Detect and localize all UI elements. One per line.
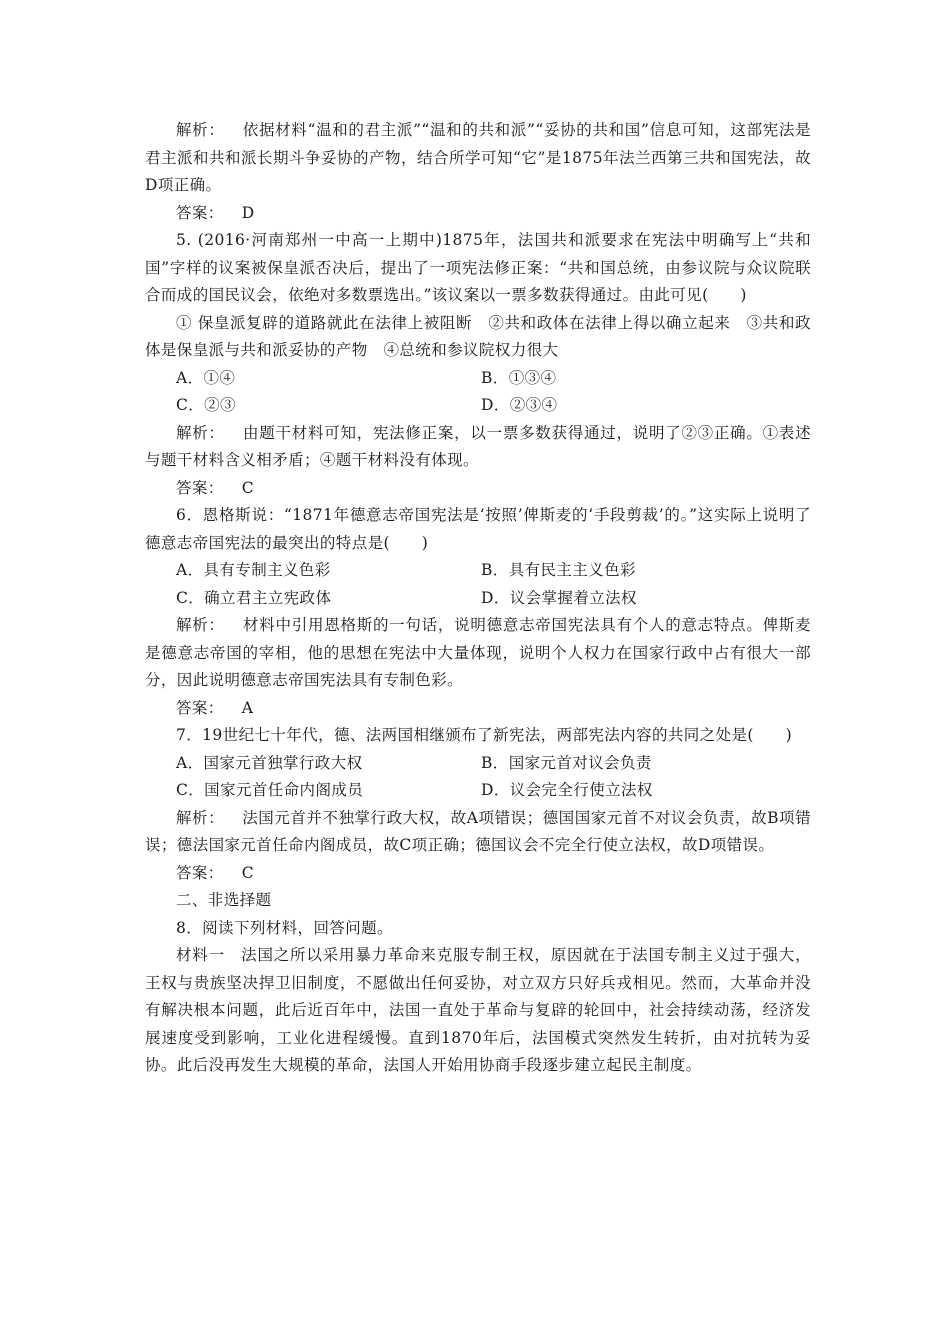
answer-paragraph (145, 695, 811, 723)
analysis-label: 解析： (176, 616, 225, 634)
option-d: D．②③④ (481, 396, 558, 414)
analysis-text: 依据材料“温和的君主派”“温和的共和派”“妥协的共和国”信息可知，这部宪法是君主派和共和派长期斗争妥协的产物，结合所学可知“它”是1875年法兰西第三共和国宪法，故D项正确。 (145, 121, 811, 194)
option-b: B．具有民主主义色彩 (481, 561, 636, 579)
question-7-options-row-2 (145, 777, 811, 805)
analysis-label: 解析： (176, 423, 225, 442)
analysis-text: 材料中引用恩格斯的一句话，说明德意志帝国宪法具有个人的意志特点。俾斯麦是德意志帝国的宰相，他的思想在宪法中大量体现，说明个人权力在国家行政中占有很大一部分，因此说明德意志帝国宪法具有专制色彩。 (145, 616, 811, 689)
section-heading: 二、非选择题 (176, 891, 272, 909)
option-b: B．①③④ (481, 368, 557, 387)
analysis-text: 法国元首并不独掌行政大权，故A项错误；德国国家元首不对议会负责，故B项错误；德法国家元首任命内阁成员，故C项正确；德国议会不完全行使立法权，故D项错误。 (145, 808, 811, 854)
analysis-paragraph (145, 612, 811, 695)
option-c: C．确立君主立宪政体 (176, 588, 332, 607)
question-5-options-row-1 (145, 365, 811, 393)
analysis-paragraph (145, 420, 811, 475)
option-d: D．议会完全行使立法权 (481, 781, 653, 799)
option-c: C．国家元首任命内阁成员 (176, 781, 364, 799)
question-6-stem: 6．恩格斯说：“1871年德意志帝国宪法是‘按照’俾斯麦的‘手段剪裁’的。”这实际上说明了德意志帝国宪法的最突出的特点是( ) (145, 506, 811, 552)
document-page (145, 117, 811, 1080)
option-b: B．国家元首对议会负责 (481, 753, 652, 772)
answer-paragraph (145, 200, 811, 228)
answer-value: A (241, 698, 254, 717)
answer-value: D (241, 203, 255, 222)
option-a: A．国家元首独掌行政大权 (176, 753, 363, 772)
answer-label: 答案： (176, 698, 224, 717)
question-6-options-row-1 (145, 557, 811, 585)
answer-label: 答案： (176, 478, 224, 497)
analysis-text: 由题干材料可知，宪法修正案，以一票多数获得通过，说明了②③正确。①表述与题干材料含义相矛盾；④题干材料没有体现。 (145, 423, 811, 469)
analysis-paragraph (145, 117, 811, 200)
question-7-options-row-1 (145, 750, 811, 778)
answer-paragraph (145, 475, 811, 503)
option-a: A．具有专制主义色彩 (176, 561, 331, 579)
answer-label: 答案： (176, 203, 224, 222)
analysis-paragraph (145, 805, 811, 860)
option-d: D．议会掌握着立法权 (481, 588, 637, 607)
question-5-statements: ① 保皇派复辟的道路就此在法律上被阻断 ②共和政体在法律上得以确立起来 ③共和政体是保皇派与共和派妥协的产物 ④总统和参议院权力很大 (145, 313, 811, 359)
question-7-stem: 7．19世纪七十年代，德、法两国相继颁布了新宪法，两部宪法内容的共同之处是( ) (176, 726, 793, 744)
question-5-options-row-2 (145, 392, 811, 420)
answer-value: C (241, 478, 254, 497)
question-5-stem: 5. (2016·河南郑州一中高一上期中)1875年，法国共和派要求在宪法中明确写上“共和国”字样的议案被保皇派否决后，提出了一项宪法修正案：“共和国总统，由参议院与众议院联合而成的国民议会，依绝对多数票选出。”该议案以一票多数获得通过。由此可见( ) (145, 231, 811, 304)
material-one: 材料一 法国之所以采用暴力革命来克服专制王权，原因就在于法国专制主义过于强大，王权与贵族坚决捍卫旧制度，不愿做出任何妥协，对立双方只好兵戎相见。然而，大革命并没有解决根本问题，此后近百年中，法国一直处于革命与复辟的轮回中，社会持续动荡，经济发展速度受到影响，工业化进程缓慢。直到1870年后，法国模式突然发生转折，由对抗转为妥协。此后没再发生大规模的革命，法国人开始用协商手段逐步建立起民主制度。 (145, 946, 811, 1074)
option-c: C．②③ (176, 396, 236, 414)
option-a: A．①④ (176, 368, 236, 387)
answer-paragraph (145, 860, 811, 888)
analysis-label: 解析： (176, 808, 225, 827)
question-6-options-row-2 (145, 585, 811, 613)
answer-label: 答案： (176, 863, 224, 882)
analysis-label: 解析： (176, 121, 225, 139)
answer-value: C (241, 863, 254, 882)
question-8-stem: 8．阅读下列材料，回答问题。 (176, 918, 393, 937)
